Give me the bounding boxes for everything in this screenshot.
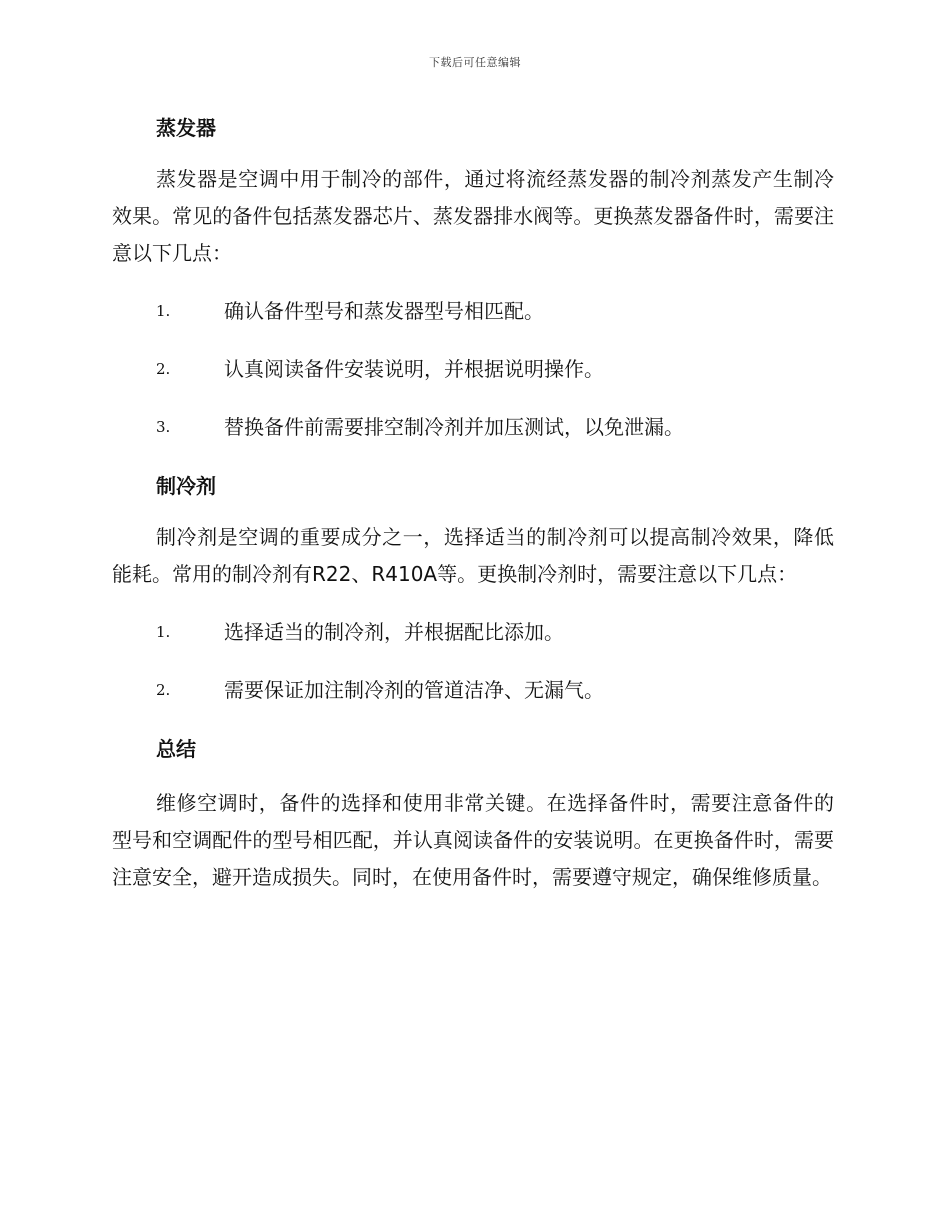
list-text: 需要保证加注制冷剂的管道洁净、无漏气。	[224, 678, 604, 702]
list-number: 2.	[156, 360, 171, 378]
paragraph-evaporator: 蒸发器是空调中用于制冷的部件，通过将流经蒸发器的制冷剂蒸发产生制冷效果。常见的备件包括蒸发器芯片、蒸发器排水阀等。更换蒸发器备件时，需要注意以下几点：	[112, 167, 834, 265]
list-text: 确认备件型号和蒸发器型号相匹配。	[224, 299, 544, 323]
list-number: 1.	[156, 302, 171, 320]
section-heading-summary: 总结	[156, 737, 196, 761]
section-heading-evaporator: 蒸发器	[156, 116, 216, 140]
refrigerant-list	[112, 617, 834, 733]
section-heading-refrigerant: 制冷剂	[156, 474, 216, 498]
list-item	[112, 412, 834, 470]
list-item	[112, 296, 834, 354]
list-text: 选择适当的制冷剂，并根据配比添加。	[224, 620, 564, 644]
list-text: 认真阅读备件安装说明，并根据说明操作。	[224, 357, 604, 381]
evaporator-list	[112, 296, 834, 470]
list-item	[112, 617, 834, 675]
list-number: 2.	[156, 681, 171, 699]
paragraph-refrigerant: 制冷剂是空调的重要成分之一，选择适当的制冷剂可以提高制冷效果，降低能耗。常用的制冷剂有R22、R410A等。更换制冷剂时，需要注意以下几点：	[112, 525, 834, 586]
list-item	[112, 354, 834, 412]
page-header: 下载后可任意编辑	[429, 56, 521, 69]
list-item	[112, 675, 834, 733]
list-number: 1.	[156, 623, 171, 641]
list-number: 3.	[156, 418, 171, 436]
paragraph-summary: 维修空调时，备件的选择和使用非常关键。在选择备件时，需要注意备件的型号和空调配件的型号相匹配，并认真阅读备件的安装说明。在更换备件时，需要注意安全，避开造成损失。同时，在使用备件时，需要遵守规定，确保维修质量。	[112, 791, 834, 889]
list-text: 替换备件前需要排空制冷剂并加压测试，以免泄漏。	[224, 415, 684, 439]
document-body	[112, 112, 834, 896]
